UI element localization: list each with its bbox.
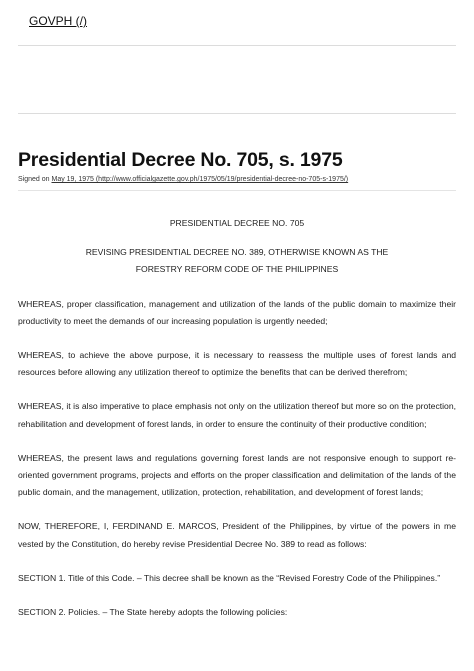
section-1-paragraph: SECTION 1. Title of this Code. – This decree shall be known as the “Revised Forestry Code of the Philippines.” <box>18 572 441 583</box>
section-divider <box>18 113 456 114</box>
top-navigation-bar <box>0 0 474 46</box>
decree-heading: PRESIDENTIAL DECREE NO. 705 <box>169 218 305 228</box>
page-title: Presidential Decree No. 705, s. 1975 <box>18 149 343 171</box>
section-2-paragraph: SECTION 2. Policies. – The State hereby adopts the following policies: <box>18 607 288 618</box>
title-divider <box>18 190 456 191</box>
signed-date-line <box>18 175 456 184</box>
decree-subheading <box>18 244 456 278</box>
now-therefore-paragraph: NOW, THEREFORE, I, FERDINAND E. MARCOS, President of the Philippines, by virtue of the powers in me vested by the Constitution, do hereby revise Presidential Decree No. 389 to read as follows: <box>18 521 456 549</box>
whereas-paragraph: WHEREAS, proper classification, management and utilization of the lands of the public domain to maximize their productivity to meet the demands of our increasing population is urgently needed; <box>18 298 456 326</box>
decree-subheading-line: FORESTRY REFORM CODE OF THE PHILIPPINES <box>135 264 339 275</box>
whereas-paragraph: WHEREAS, to achieve the above purpose, it is necessary to reassess the multiple uses of forest lands and resources before allowing any utilization thereof to optimize the benefits that can be derived therefrom; <box>18 350 456 378</box>
whereas-paragraph: WHEREAS, it is also imperative to place emphasis not only on the utilization thereof but more so on the protection, rehabilitation and development of forest lands, in order to ensure the continuity of their productive condition; <box>18 401 456 429</box>
decree-body <box>18 215 456 621</box>
whereas-paragraph: WHEREAS, the present laws and regulations governing forest lands are not responsive enough to support re-oriented government programs, projects and efforts on the proper classification and delimitation of the lands of the public domain, and the management, utilization, protection, rehabilitation, and development of forest lands; <box>18 452 456 498</box>
header-divider <box>18 45 456 46</box>
signed-prefix: Signed on <box>18 176 52 183</box>
article <box>18 148 456 638</box>
signed-date-link[interactable]: May 19, 1975 (http://www.officialgazette.gov.ph/1975/05/19/presidential-decree-no-705-s-1975/) <box>51 176 349 183</box>
govph-home-link[interactable]: GOVPH (/) <box>29 14 88 28</box>
decree-subheading-line: REVISING PRESIDENTIAL DECREE NO. 389, OTHERWISE KNOWN AS THE <box>85 247 389 258</box>
